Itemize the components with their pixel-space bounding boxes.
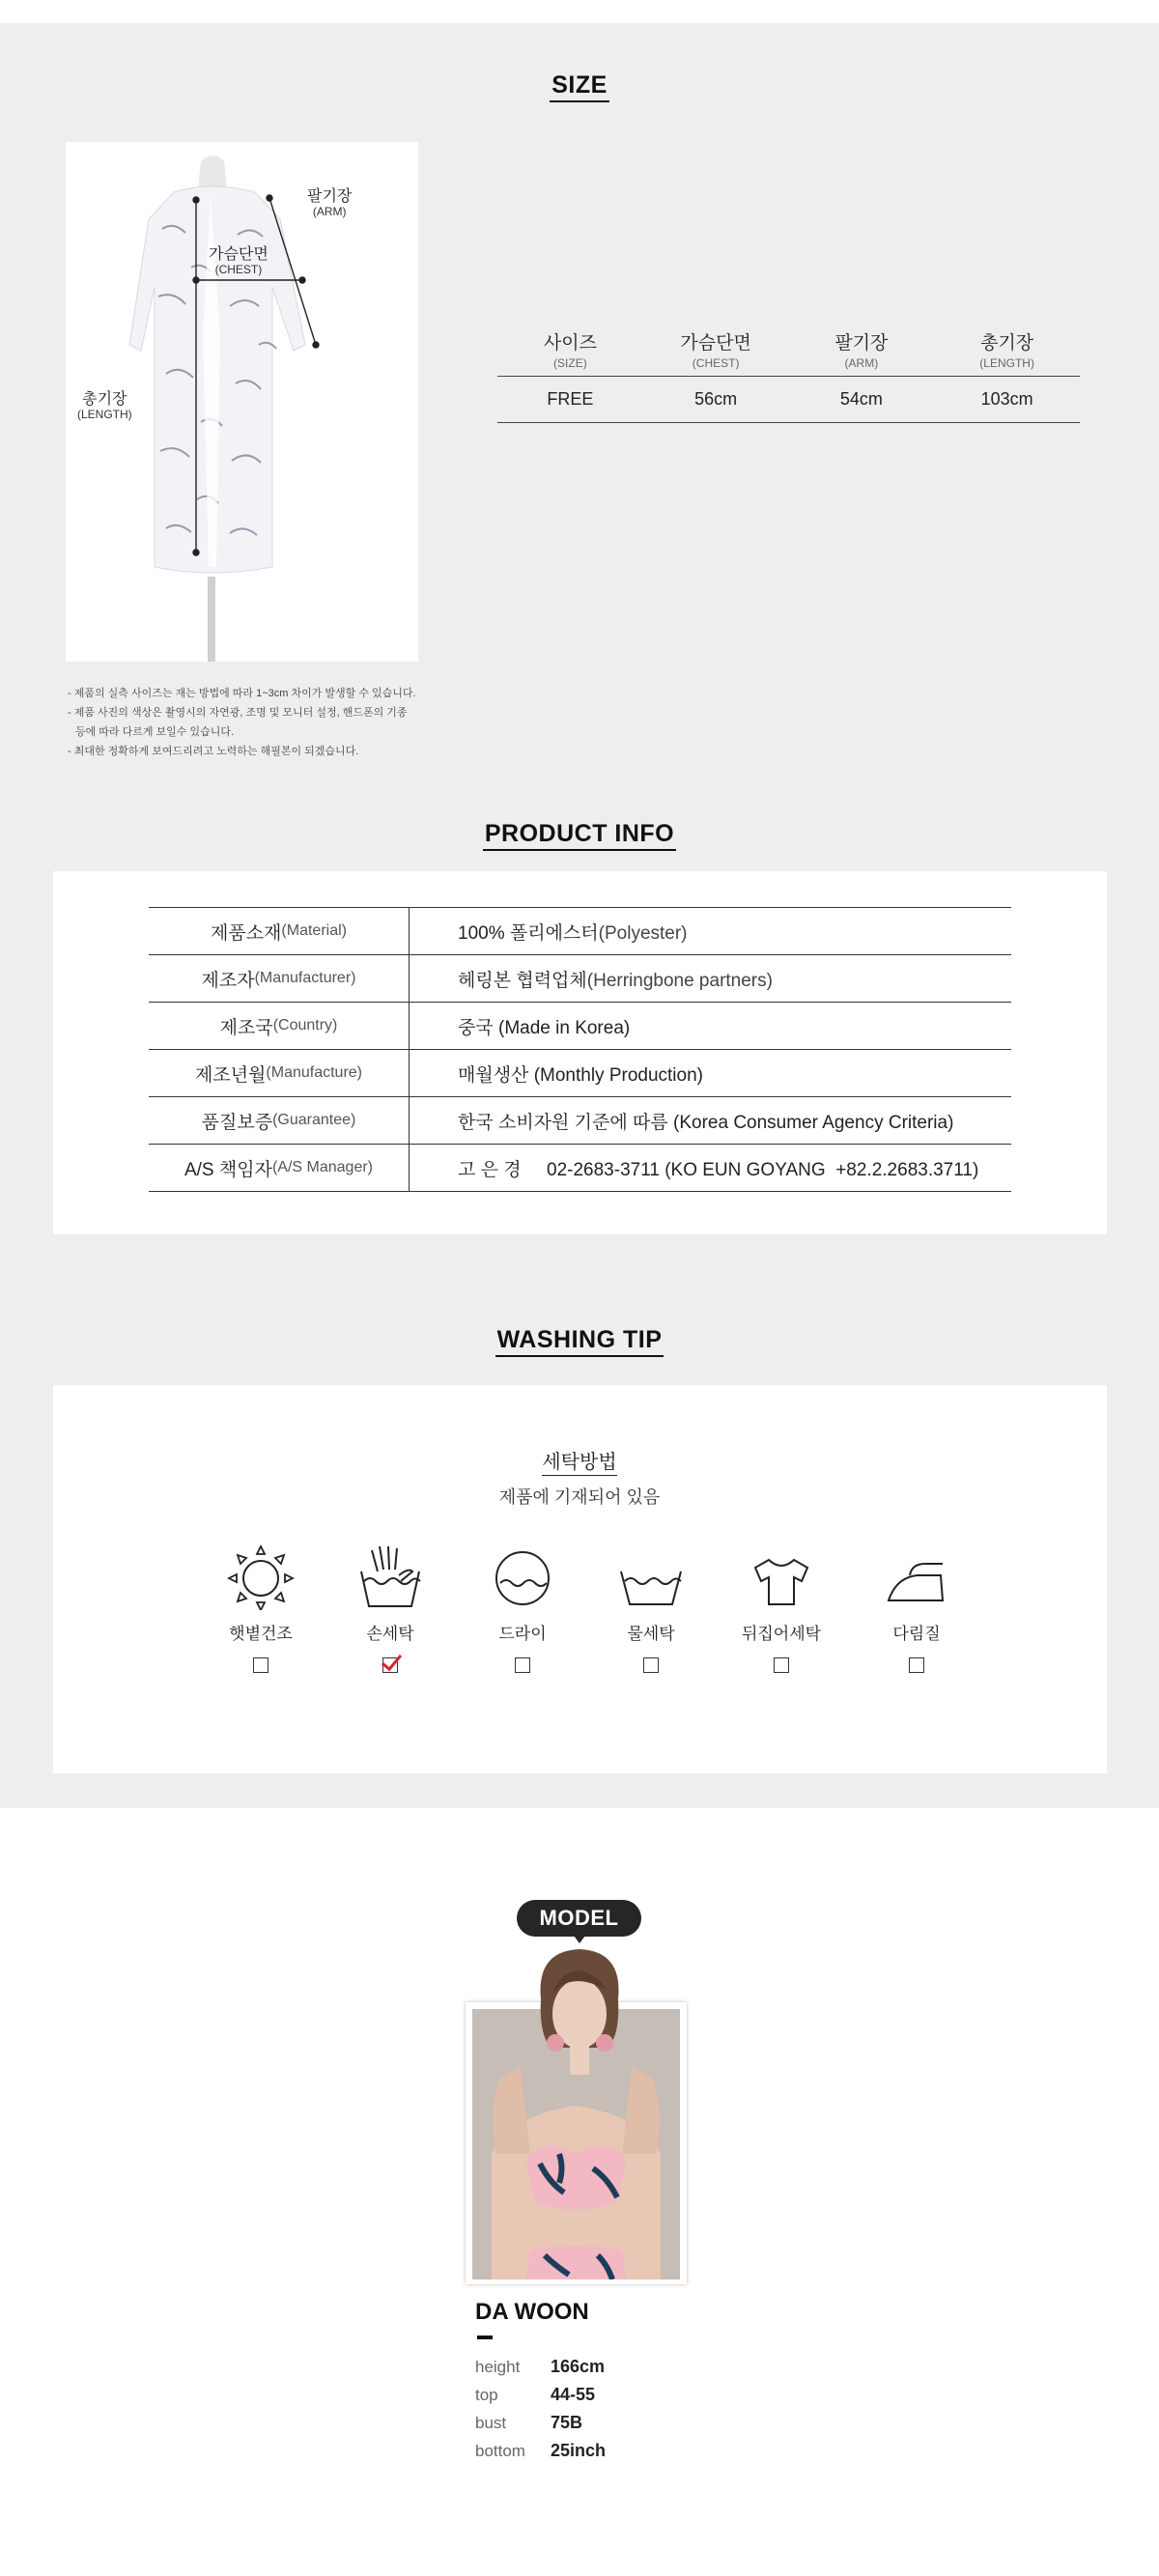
model-name: DA WOON xyxy=(475,2299,589,2325)
stat-key: bust xyxy=(475,2413,507,2432)
checkbox-checked[interactable] xyxy=(382,1657,398,1673)
list-item xyxy=(475,2409,606,2437)
dry-clean-icon xyxy=(489,1543,556,1610)
wash-item-machine-wash xyxy=(598,1543,704,1673)
size-table xyxy=(497,328,1080,423)
size-value: FREE xyxy=(547,389,594,409)
list-item xyxy=(475,2353,606,2381)
machine-wash-icon xyxy=(617,1543,685,1610)
checkbox[interactable] xyxy=(643,1657,659,1673)
checkbox[interactable] xyxy=(253,1657,269,1673)
product-info-title: PRODUCT INFO xyxy=(0,820,1159,851)
size-header-length: 총기장 (LENGTH) xyxy=(979,333,1034,370)
stat-key: height xyxy=(475,2357,521,2376)
stat-value: 166cm xyxy=(551,2357,606,2376)
note-line: - 최대한 정확하게 보여드리려고 노력하는 해필본이 되겠습니다. xyxy=(68,746,359,757)
stat-value: 44-55 xyxy=(551,2385,596,2404)
note-line: 등에 따라 다르게 보일수 있습니다. xyxy=(75,726,235,738)
wash-label: 햇볕건조 xyxy=(229,1625,293,1643)
length-value: 103cm xyxy=(980,389,1033,409)
stat-key: top xyxy=(475,2385,498,2404)
wash-label: 다림질 xyxy=(892,1625,941,1643)
info-value: 고 은 경 02-2683-3711 (KO EUN GOYANG +82.2.2683.3711) xyxy=(458,1159,979,1180)
size-section-title: SIZE xyxy=(0,71,1159,102)
size-header-size: 사이즈 (SIZE) xyxy=(543,333,597,370)
table-row xyxy=(149,1145,1011,1192)
wash-label: 뒤집어세탁 xyxy=(741,1625,822,1643)
wash-item-iron xyxy=(863,1543,970,1673)
table-row xyxy=(149,1097,1011,1145)
wash-label: 드라이 xyxy=(498,1625,547,1643)
table-row xyxy=(149,908,1011,955)
arm-label: 팔기장 (ARM) xyxy=(307,188,353,218)
model-badge: MODEL xyxy=(517,1900,641,1937)
size-table-header xyxy=(497,328,1080,377)
wash-method-heading: 세탁방법 xyxy=(0,1446,1159,1474)
info-value: 중국 (Made in Korea) xyxy=(458,1017,631,1038)
wash-item-dry-clean xyxy=(469,1543,576,1673)
wash-label: 손세탁 xyxy=(366,1625,414,1643)
iron-icon xyxy=(883,1543,950,1610)
wash-subtitle: 제품에 기재되어 있음 xyxy=(498,1487,661,1507)
length-label: 총기장 (LENGTH) xyxy=(77,391,132,421)
inside-out-icon xyxy=(748,1543,815,1610)
info-key: 제조년월 (Manufacture) xyxy=(149,1050,410,1096)
checkbox[interactable] xyxy=(515,1657,530,1673)
info-key: 제조자 (Manufacturer) xyxy=(149,955,410,1002)
chest-label: 가슴단면 (CHEST) xyxy=(209,246,269,276)
table-row xyxy=(149,955,1011,1003)
model-head xyxy=(522,1941,637,2077)
checkbox[interactable] xyxy=(774,1657,789,1673)
info-key: 제품소재 (Material) xyxy=(149,908,410,954)
hand-wash-icon xyxy=(356,1543,424,1610)
wash-label: 물세탁 xyxy=(627,1625,675,1643)
info-key: 품질보증 (Guarantee) xyxy=(149,1097,410,1144)
stat-key: bottom xyxy=(475,2441,525,2460)
stat-value: 25inch xyxy=(551,2441,607,2460)
washing-tip-title: WASHING TIP xyxy=(0,1326,1159,1357)
info-value: 헤링본 협력업체(Herringbone partners) xyxy=(458,970,773,991)
checkbox[interactable] xyxy=(909,1657,924,1673)
info-key: 제조국 (Country) xyxy=(149,1003,410,1049)
wash-item-inside-out xyxy=(728,1543,834,1673)
wash-item-hand-wash xyxy=(337,1543,443,1673)
info-key: A/S 책임자 (A/S Manager) xyxy=(149,1145,410,1191)
top-strip xyxy=(0,0,1159,23)
table-row xyxy=(149,1003,1011,1050)
info-value: 100% 폴리에스터(Polyester) xyxy=(458,922,688,944)
info-value: 한국 소비자원 기준에 따름 (Korea Consumer Agency Criteria) xyxy=(458,1112,954,1133)
size-header-arm: 팔기장 (ARM) xyxy=(834,333,889,370)
note-line: - 제품 사진의 색상은 촬영시의 자연광, 조명 및 모니터 설정, 핸드폰의 기종 xyxy=(68,707,408,719)
wash-item-sun-dry xyxy=(208,1543,314,1673)
stat-value: 75B xyxy=(551,2413,583,2432)
size-notes xyxy=(68,684,473,761)
model-name-underline xyxy=(477,2335,493,2339)
sun-dry-icon xyxy=(227,1543,295,1610)
info-value: 매월생산 (Monthly Production) xyxy=(458,1064,703,1086)
table-row xyxy=(149,1050,1011,1097)
table-row xyxy=(497,377,1080,423)
size-header-chest: 가슴단면 (CHEST) xyxy=(680,333,751,370)
note-line: - 제품의 실측 사이즈는 재는 방법에 따라 1~3cm 차이가 발생할 수 있습니다. xyxy=(68,688,416,699)
model-stats xyxy=(475,2353,606,2465)
list-item xyxy=(475,2437,606,2465)
arm-value: 54cm xyxy=(839,389,883,409)
product-info-table xyxy=(149,907,1011,1192)
chest-value: 56cm xyxy=(694,389,738,409)
list-item xyxy=(475,2381,606,2409)
product-photo xyxy=(66,142,418,662)
